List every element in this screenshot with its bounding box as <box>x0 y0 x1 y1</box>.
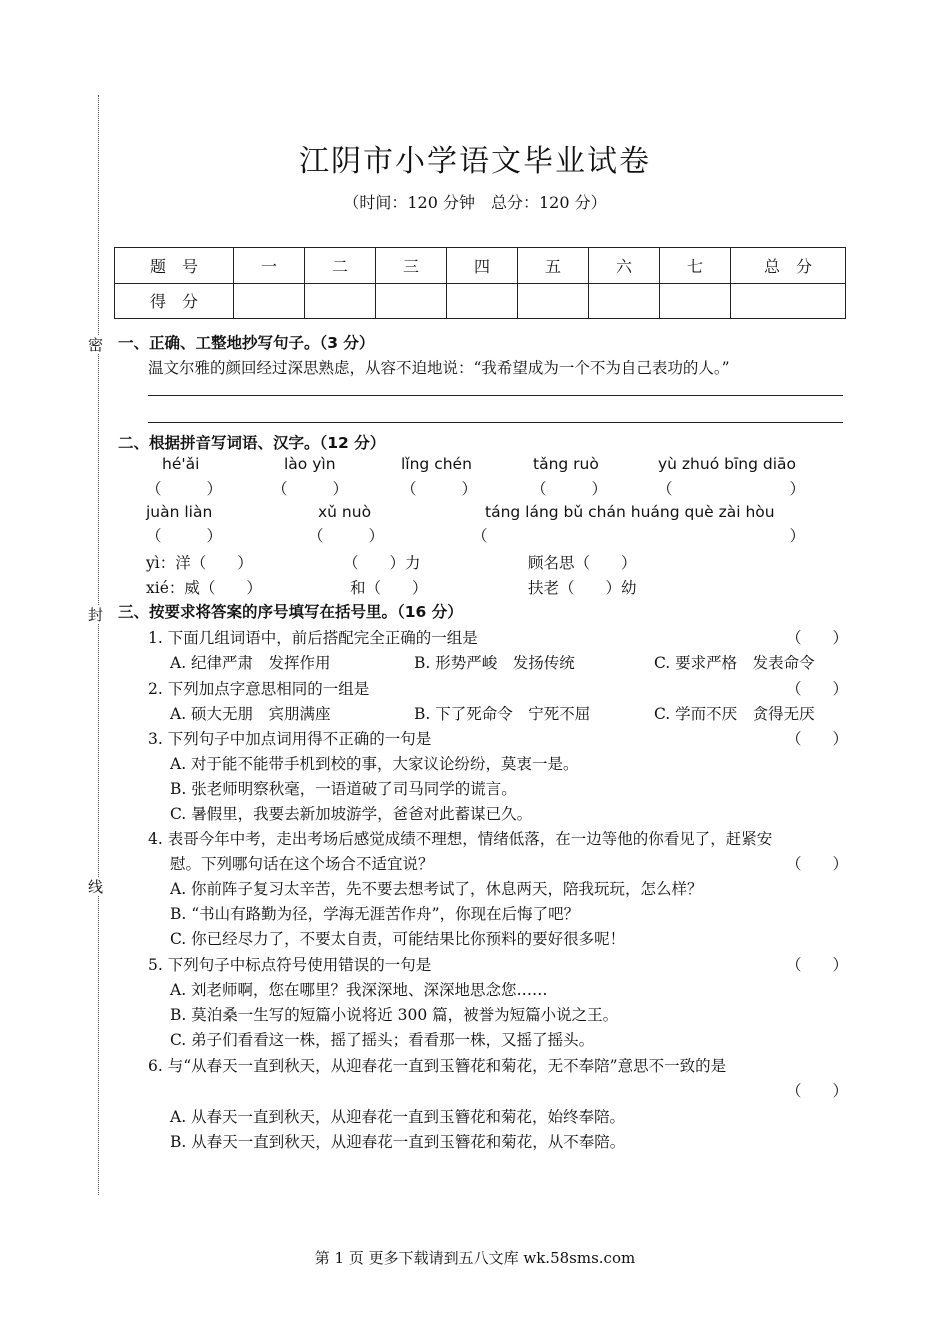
copy-line-2[interactable] <box>148 422 843 423</box>
page-title: 江阴市小学语文毕业试卷 <box>299 144 651 179</box>
section1-heading: 一、正确、工整地抄写句子。（3 分） <box>118 334 375 352</box>
q6-option-a: A. 从春天一直到秋天，从迎春花一直到玉簪花和菊花，始终奉陪。 <box>170 1108 626 1126</box>
pinyin-heai: hé'ǎi <box>162 455 200 473</box>
q2-option-a: A. 硕大无朋 宾朋满座 <box>170 705 331 723</box>
score-cell[interactable] <box>660 283 731 319</box>
score-cell[interactable] <box>589 283 660 319</box>
q4-option-a: A. 你前阵子复习太辛苦，先不要去想考试了，休息两天，陪我玩玩，怎么样？ <box>170 880 703 898</box>
question-5: 5. 下列句子中标点符号使用错误的一句是 <box>148 956 432 974</box>
q2-option-b: B. 下了死命令 宁死不屈 <box>414 705 591 723</box>
pinyin-xunuo: xǔ nuò <box>318 503 372 521</box>
exam-subtitle: （时间：120 分钟 总分：120 分） <box>343 193 607 212</box>
section3-heading: 三、按要求将答案的序号填写在括号里。（16 分） <box>118 603 463 621</box>
pinyin-tangruo: tǎng ruò <box>533 455 599 473</box>
q1-option-c: C. 要求严格 发表命令 <box>654 654 815 672</box>
question-4-line2: 慰。下列哪句话在这个场合不适宜说？ <box>170 855 434 873</box>
answer-paren-q4[interactable]: （ ） <box>786 855 849 873</box>
pinyin-lingchen: lǐng chén <box>401 455 472 473</box>
table-header-cell: 题 号 <box>115 248 234 284</box>
pinyin-idiom: táng láng bǔ chán huáng què zài hòu <box>485 503 775 521</box>
score-table-header-row <box>115 248 846 284</box>
q5-option-c: C. 弟子们看看这一株，摇了摇头；看看那一株，又摇了摇头。 <box>170 1031 595 1049</box>
question-6: 6. 与“从春天一直到秋天，从迎春花一直到玉簪花和菊花，无不奉陪”意思不一致的是 <box>148 1057 727 1075</box>
section1-sentence: 温文尔雅的颜回经过深思熟虑，从容不迫地说：“我希望成为一个不为自己表功的人。” <box>148 359 730 377</box>
section2-heading: 二、根据拼音写词语、汉字。（12 分） <box>118 434 386 452</box>
pinyin-laoyin: lào yìn <box>284 455 336 473</box>
score-cell[interactable] <box>376 283 447 319</box>
answer-paren-q5[interactable]: （ ） <box>786 956 849 974</box>
binding-dotted-line <box>98 95 99 1195</box>
table-row-label: 得 分 <box>115 283 234 319</box>
q2-option-c: C. 学而不厌 贪得无厌 <box>654 705 815 723</box>
seal-mi: 密 <box>88 336 104 354</box>
table-header-cell: 二 <box>305 248 376 284</box>
score-cell[interactable] <box>305 283 376 319</box>
page-footer: 第 1 页 更多下载请到五八文库 wk.58sms.com <box>314 1249 636 1267</box>
q4-option-b: B. “书山有路勤为径，学海无涯苦作舟”，你现在后悔了吧？ <box>170 905 580 923</box>
q4-option-c: C. 你已经尽力了，不要太自责，可能结果比你预料的要好很多呢！ <box>170 930 626 948</box>
answer-paren-q6[interactable]: （ ） <box>786 1082 849 1100</box>
pinyin-juanlian: juàn liàn <box>146 503 213 521</box>
question-1: 1. 下面几组词语中，前后搭配完全正确的一组是 <box>148 629 478 647</box>
q6-option-b: B. 从春天一直到秋天，从迎春花一直到玉簪花和菊花，从不奉陪。 <box>170 1133 626 1151</box>
seal-feng: 封 <box>88 606 104 624</box>
question-2: 2. 下列加点字意思相同的一组是 <box>148 680 370 698</box>
q5-option-b: B. 莫泊桑一生写的短篇小说将近 300 篇，被誉为短篇小说之王。 <box>170 1006 619 1024</box>
q3-option-b: B. 张老师明察秋毫，一语道破了司马同学的谎言。 <box>170 780 517 798</box>
table-header-cell: 六 <box>589 248 660 284</box>
copy-line-1[interactable] <box>148 395 843 396</box>
table-header-cell: 一 <box>234 248 305 284</box>
pinyin-yuzhuobingdiao: yù zhuó bīng diāo <box>658 455 796 473</box>
yi-item-1: yì：洋（ ） <box>146 554 253 572</box>
answer-paren-q1[interactable]: （ ） <box>786 629 849 647</box>
yi-item-3: 顾名思（ ） <box>528 554 637 572</box>
q1-option-b: B. 形势严峻 发扬传统 <box>414 654 575 672</box>
table-header-cell: 五 <box>518 248 589 284</box>
score-table <box>114 247 846 319</box>
q5-option-a: A. 刘老师啊，您在哪里？我深深地、深深地思念您…… <box>170 981 548 999</box>
answer-paren-q2[interactable]: （ ） <box>786 680 849 698</box>
score-cell[interactable] <box>447 283 518 319</box>
question-3: 3. 下列句子中加点词用得不正确的一句是 <box>148 730 432 748</box>
q1-option-a: A. 纪律严肃 发挥作用 <box>170 654 331 672</box>
q3-option-a: A. 对于能不能带手机到校的事，大家议论纷纷，莫衷一是。 <box>170 755 579 773</box>
score-cell[interactable] <box>731 283 846 319</box>
table-header-cell: 四 <box>447 248 518 284</box>
table-header-cell: 总 分 <box>731 248 846 284</box>
question-4-line1: 4. 表哥今年中考，走出考场后感觉成绩不理想，情绪低落，在一边等他的你看见了，赶紧安 <box>148 830 773 848</box>
seal-xian: 线 <box>88 878 104 896</box>
yi-item-2: （ ）力 <box>343 554 421 572</box>
score-cell[interactable] <box>518 283 589 319</box>
xie-item-3: 扶老（ ）幼 <box>528 579 637 597</box>
xie-item-1: xié：威（ ） <box>146 579 262 597</box>
table-header-cell: 七 <box>660 248 731 284</box>
score-table-score-row <box>115 283 846 319</box>
q3-option-c: C. 暑假里，我要去新加坡游学，爸爸对此蓄谋已久。 <box>170 805 533 823</box>
xie-item-2: 和（ ） <box>350 579 428 597</box>
score-cell[interactable] <box>234 283 305 319</box>
answer-paren-q3[interactable]: （ ） <box>786 730 849 748</box>
table-header-cell: 三 <box>376 248 447 284</box>
